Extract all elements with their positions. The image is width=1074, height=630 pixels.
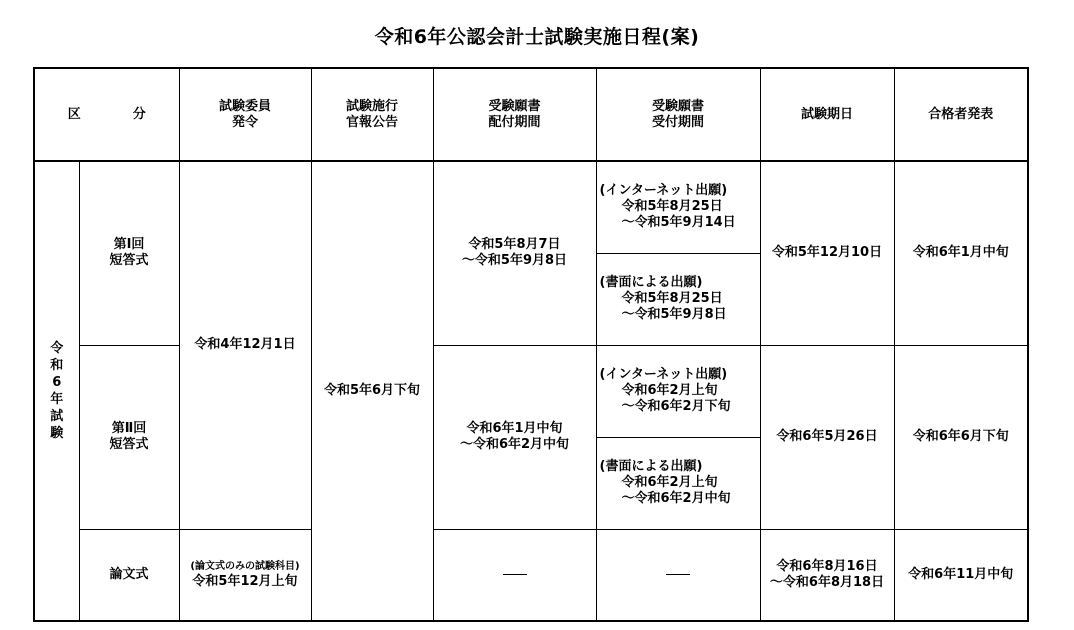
dash-mark	[503, 574, 527, 575]
row1-happyo: 令和6年1月中旬	[894, 161, 1028, 345]
page-title: 令和6年公認会計士試験実施日程(案)	[374, 26, 700, 48]
header-haifu	[433, 68, 596, 161]
table-row	[34, 161, 1028, 253]
row3-shiken-iin: (論文式のみの試験科目) 令和5年12月上旬	[179, 529, 311, 621]
header-happyo: 合格者発表	[894, 68, 1028, 161]
row3-name: 論文式	[79, 529, 179, 621]
table-row	[34, 529, 1028, 621]
header-col5-line2: 受付期間	[651, 114, 704, 130]
row1-name: 第Ⅰ回 短答式	[79, 161, 179, 345]
header-col3-line1: 試験施行	[345, 98, 398, 114]
row2-name: 第Ⅱ回 短答式	[79, 345, 179, 529]
row1-paper-application: (書面による出願) 令和5年8月25日 ～令和5年9月8日	[596, 253, 760, 345]
row1-haifu: 令和5年8月7日 ～令和5年9月8日	[433, 161, 596, 345]
header-uketsuke	[596, 68, 760, 161]
shiken-iin-hatsurei: 令和4年12月1日	[179, 161, 311, 529]
row2-happyo: 令和6年6月下旬	[894, 345, 1028, 529]
row1-net-application: (インターネット出願) 令和5年8月25日 ～令和5年9月14日	[596, 161, 760, 253]
header-col4-line2: 配付期間	[488, 114, 541, 130]
row3-haifu-none	[433, 529, 596, 621]
kanpo-kokoku: 令和5年6月下旬	[311, 161, 433, 621]
row3-kijitsu: 令和6年8月16日 ～令和6年8月18日	[760, 529, 894, 621]
row1-kijitsu: 令和5年12月10日	[760, 161, 894, 345]
dash-mark	[666, 574, 690, 575]
row3-happyo: 令和6年11月中旬	[894, 529, 1028, 621]
header-kubun	[34, 68, 179, 161]
row2-paper-application: (書面による出願) 令和6年2月上旬 ～令和6年2月中旬	[596, 437, 760, 529]
row2-kijitsu: 令和6年5月26日	[760, 345, 894, 529]
row2-net-application: (インターネット出願) 令和6年2月上旬 ～令和6年2月下旬	[596, 345, 760, 437]
header-col5-line1: 受験願書	[651, 98, 704, 114]
header-col3-line2: 官報公告	[345, 114, 398, 130]
schedule-table	[33, 67, 1029, 622]
header-kijitsu: 試験期日	[760, 68, 894, 161]
header-kanpo	[311, 68, 433, 161]
year-label: 令 和 6 年 試 験	[34, 161, 79, 621]
header-col2-line1: 試験委員	[218, 98, 271, 114]
header-kubun-b: 分	[132, 106, 146, 122]
header-col4-line1: 受験願書	[488, 98, 541, 114]
header-kubun-a: 区	[67, 106, 81, 122]
header-col2-line2: 発令	[231, 114, 258, 130]
header-row	[34, 68, 1028, 161]
row2-haifu: 令和6年1月中旬 ～令和6年2月中旬	[433, 345, 596, 529]
header-shiken-iin	[179, 68, 311, 161]
row3-uketsuke-none	[596, 529, 760, 621]
